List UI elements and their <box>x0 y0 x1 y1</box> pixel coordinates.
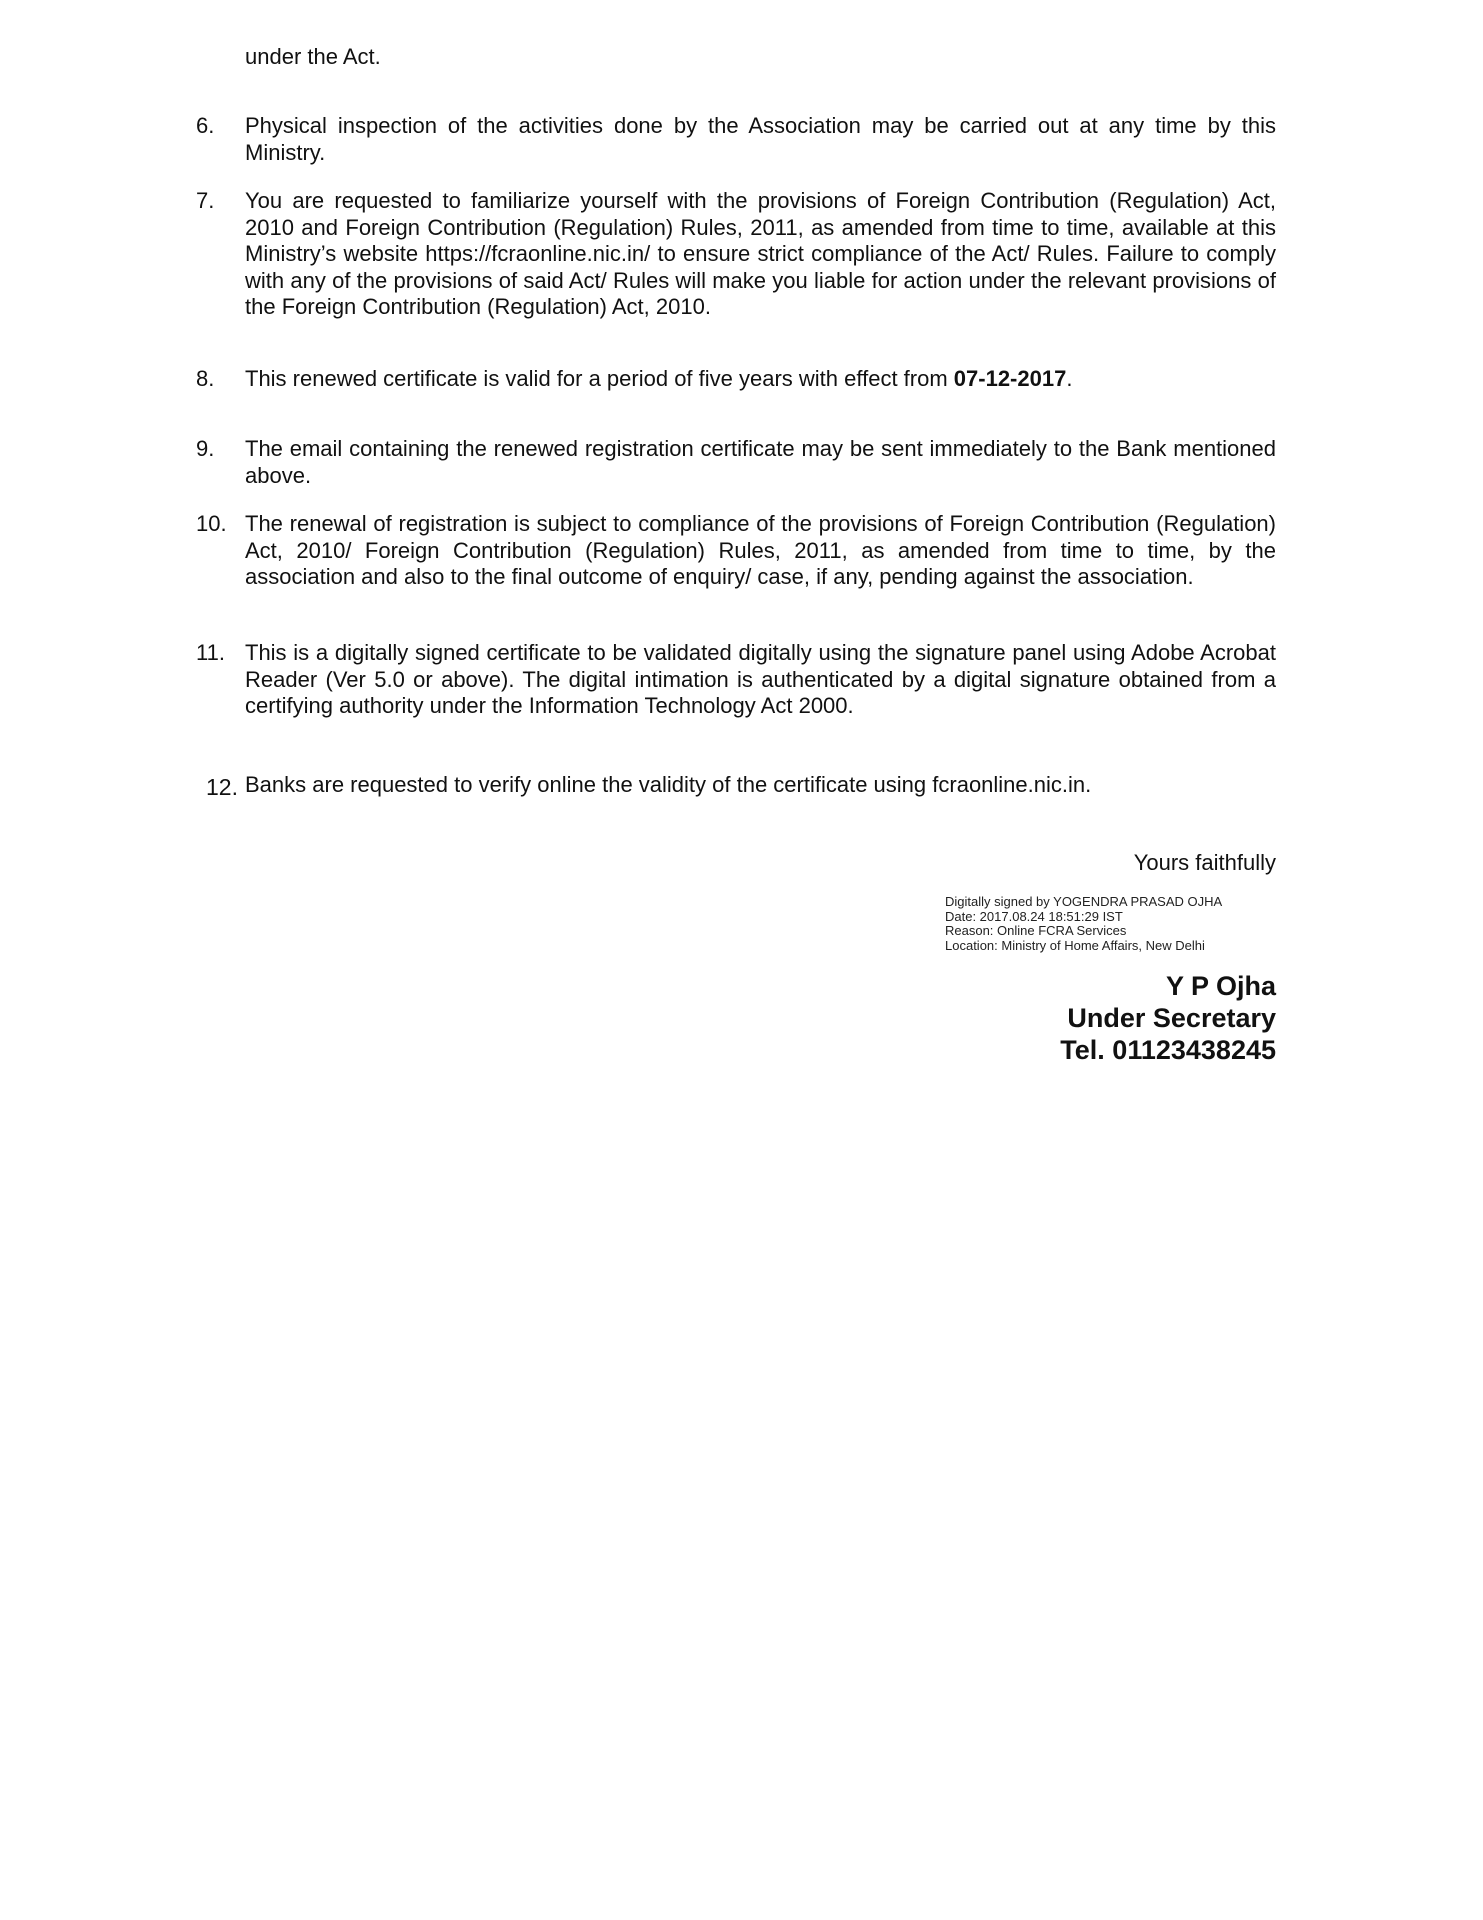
list-item-10 <box>196 511 1276 591</box>
signatory-block <box>1060 970 1276 1066</box>
item-text-suffix: . <box>1066 366 1073 391</box>
signatory-name: Y P Ojha <box>1165 971 1276 1001</box>
list-item-9 <box>196 436 1276 489</box>
list-item-7 <box>196 188 1276 321</box>
item-text: This is a digitally signed certificate to be validated digitally using the signature panel using Adobe Acrobat Reader (Ver 5.0 or above). The digital intimation is authenticated by a digital signature obtained from a certifying authority under the Information Technology Act 2000. <box>245 640 1276 718</box>
item-text <box>245 366 1276 393</box>
item-text: Banks are requested to verify online the validity of the certificate using fcraonline.nic.in. <box>245 772 1092 797</box>
item-number: 9. <box>196 436 215 461</box>
signature-date: Date: 2017.08.24 18:51:29 IST <box>945 908 1123 924</box>
signature-signed-by: Digitally signed by YOGENDRA PRASAD OJHA <box>945 894 1223 909</box>
item-number: 12. <box>206 774 238 800</box>
list-item-12 <box>196 772 1276 799</box>
validity-date: 07-12-2017 <box>953 366 1067 391</box>
item-text: The email containing the renewed registration certificate may be sent immediately to the Bank mentioned above. <box>245 436 1276 488</box>
signature-location: Location: Ministry of Home Affairs, New Delhi <box>945 937 1205 953</box>
item-number: 8. <box>196 366 215 391</box>
list-item-8 <box>196 366 1276 393</box>
item-text: The renewal of registration is subject to compliance of the provisions of Foreign Contribution (Regulation) Act, 2010/ Foreign Contribution (Regulation) Rules, 2011, as amended from time to time, by the association and also to the final outcome of enquiry/ case, if any, pending against the association. <box>245 511 1276 589</box>
item-number: 11. <box>196 640 225 665</box>
item-text: Physical inspection of the activities done by the Association may be carried out at any time by this Ministry. <box>245 113 1276 165</box>
item-text: You are requested to familiarize yourself with the provisions of Foreign Contribution (Regulation) Act, 2010 and Foreign Contribution (Regulation) Rules, 2011, as amended from time to time, available at this Ministry’s website https://fcraonline.nic.in/ to ensure strict compliance of the Act/ Rules. Failure to comply with any of the provisions of said Act/ Rules will make you liable for action under the relevant provisions of the Foreign Contribution (Regulation) Act, 2010. <box>245 188 1276 319</box>
list-item-6 <box>196 113 1276 166</box>
signature-reason: Reason: Online FCRA Services <box>945 923 1127 938</box>
signatory-phone: Tel. 01123438245 <box>1060 1035 1276 1065</box>
signatory-designation: Under Secretary <box>1067 1003 1276 1033</box>
carryover-text: under the Act. <box>245 44 381 69</box>
closing-salutation: Yours faithfully <box>1133 850 1276 875</box>
item-number: 6. <box>196 113 215 138</box>
digital-signature-block <box>945 895 1222 953</box>
item-number: 10. <box>196 511 227 536</box>
item-number: 7. <box>196 188 215 213</box>
list-item-11 <box>196 640 1276 720</box>
item-text-prefix: This renewed certificate is valid for a period of five years with effect from <box>245 366 954 391</box>
